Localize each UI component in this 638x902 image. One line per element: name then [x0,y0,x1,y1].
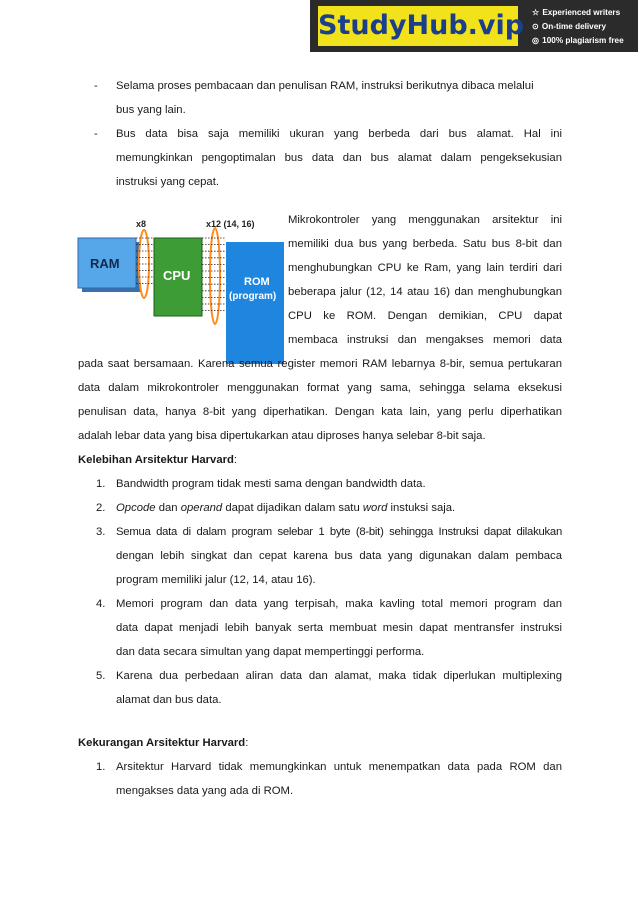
rom-label: ROM [244,276,270,288]
bus-oval-program [210,228,220,324]
feature-on-time-delivery: ⊙ On-time delivery [532,22,607,31]
bus-label-12bit: x12 (14, 16) [206,219,255,229]
rom-block [226,242,284,364]
bullet-marker: - [94,128,98,140]
list-item: Arsitektur Harvard tidak memungkinkan untuk menempatkan data pada ROM dan [116,761,562,773]
ram-label: RAM [90,256,120,271]
list-item: Opcode dan operand dapat dijadikan dalam satu word instuksi saja. [116,502,456,514]
feature-plagiarism-free: ◎ 100% plagiarism free [532,36,624,45]
studyhub-banner[interactable] [310,0,638,52]
list-item: Karena dua perbedaan aliran data dan alamat, maka tidak diperlukan multiplexing [116,670,562,682]
list-item: Memori program dan data yang terpisah, maka kavling total memori program dan [116,598,562,610]
shield-icon: ◎ [532,36,540,45]
list-item: Semua data di dalam program selebar 1 byte (8-bit) sehingga Instruksi dapat dilakukan [116,526,562,538]
rom-sublabel: (program) [229,291,277,302]
cpu-label: CPU [163,268,191,283]
bus-label-8bit: x8 [136,219,147,229]
studyhub-logo[interactable]: StudyHub.vip [318,6,518,46]
feature-experienced-writers: ☆ Experienced writers [532,8,621,17]
bullet-marker: - [94,80,98,92]
star-icon: ☆ [532,8,540,17]
harvard-architecture-diagram [74,214,284,364]
clock-icon: ⊙ [532,22,539,31]
list-item: Bandwidth program tidak mesti sama dengan bandwidth data. [116,478,426,490]
